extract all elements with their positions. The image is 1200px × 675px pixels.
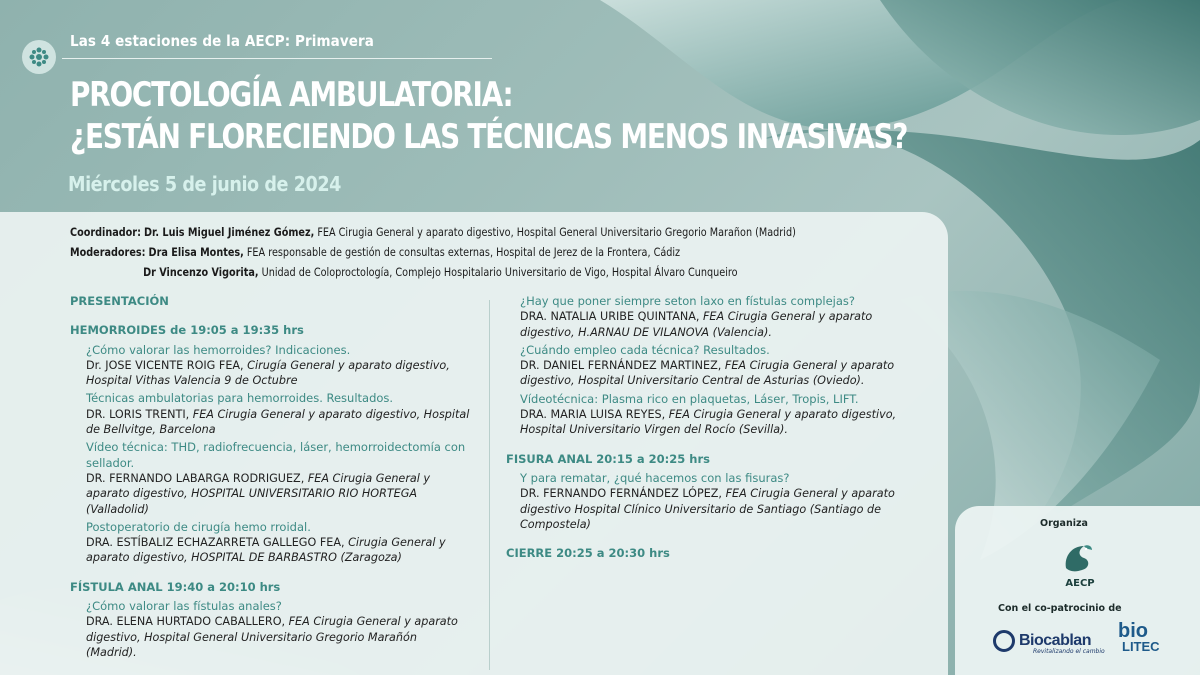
talk-speaker	[520, 309, 916, 340]
talk-speaker	[520, 407, 916, 438]
page-title	[70, 74, 907, 158]
speaker-name: DRA. ESTÍBALIZ ECHAZARRETA GALLEGO FEA,	[86, 536, 349, 550]
speaker-affiliation: FEA Cirugia General y aparato digestivo Hospital Clínico Universitario de Santiago (Santiago de Compostela)	[520, 487, 895, 531]
moderators-label: Moderadores:	[70, 245, 146, 259]
talk-speaker	[520, 358, 916, 389]
biocablan-ring-icon	[993, 630, 1015, 652]
talk-title: Postoperatorio de cirugía hemo rroidal.	[86, 519, 311, 534]
talk-title: ¿Cuándo empleo cada técnica? Resultados.	[520, 342, 770, 357]
speaker-name: DRA. MARIA LUISA REYES,	[520, 408, 669, 422]
coordinator-name: Dr. Luis Miguel Jiménez Gómez,	[143, 225, 315, 239]
speaker-affiliation: FEA Cirugia General y aparato digestivo, HOSPITAL UNIVERSITARIO RIO HORTEGA (Valladolid)	[86, 471, 431, 516]
section-fisura: FISURA ANAL 20:15 a 20:25 hrs	[506, 451, 710, 466]
moderator-line-2	[70, 262, 796, 282]
coordinator-line	[70, 222, 796, 242]
speaker-name: DR. FERNANDO LABARGA RODRIGUEZ,	[86, 471, 308, 485]
talk-item	[86, 343, 470, 389]
coordination-block	[70, 222, 796, 282]
talk-item	[520, 471, 916, 532]
speaker-name: DR. DANIEL FERNÁNDEZ MARTINEZ,	[520, 359, 725, 373]
talk-item	[86, 391, 470, 437]
speaker-affiliation: FEA Cirugia General y aparato digestivo, H.ARNAU DE VILANOVA (Valencia).	[520, 310, 873, 339]
speaker-affiliation: FEA Cirugia General y aparato digestivo, Hospital General Universitario Gregorio Marañón (Madrid).	[86, 615, 458, 659]
speaker-name: DR. FERNANDO FERNÁNDEZ LÓPEZ,	[520, 487, 726, 501]
header-divider	[62, 58, 492, 59]
aecp-logo-icon	[1058, 538, 1098, 578]
talk-item	[520, 343, 916, 389]
section-cierre: CIERRE 20:25 a 20:30 hrs	[506, 546, 670, 561]
biolitec-litec: LITEC	[1122, 639, 1160, 654]
speaker-name: DRA. NATALIA URIBE QUINTANA,	[520, 310, 703, 324]
speaker-affiliation: FEA Cirugia General y aparato digestivo, Hospital Universitario Virgen del Rocío (Sevilla).	[520, 408, 897, 437]
speaker-affiliation: Cirugia General y aparato digestivo, HOSPITAL DE BARBASTRO (Zaragoza)	[86, 536, 446, 565]
talk-title: Vídeotécnica: Plasma rico en plaquetas, Láser, Tropis, LIFT.	[520, 391, 859, 406]
talk-title: ¿Cómo valorar las hemorroides? Indicaciones.	[86, 342, 351, 357]
program-right-column	[506, 294, 916, 565]
talk-item	[520, 392, 916, 438]
flower-icon	[22, 40, 56, 74]
talk-item	[86, 520, 470, 566]
event-date: Miércoles 5 de junio de 2024	[68, 172, 341, 196]
section-presentacion: PRESENTACIÓN	[70, 294, 169, 308]
moderator-2-name: Dr Vincenzo Vigorita,	[143, 265, 259, 279]
talk-speaker	[86, 407, 470, 438]
program-left-column	[70, 294, 470, 663]
talk-title: ¿Hay que poner siempre seton laxo en fístulas complejas?	[520, 294, 855, 308]
biolitec-logo	[1118, 622, 1160, 653]
speaker-affiliation: Cirugía General y aparato digestivo, Hospital Vithas Valencia 9 de Octubre	[86, 358, 450, 388]
speaker-affiliation: FEA Cirugia General y aparato digestivo, Hospital de Bellvitge, Barcelona	[86, 407, 470, 437]
speaker-affiliation: FEA Cirugia General y aparato digestivo, Hospital Universitario Central de Asturias (Oviedo).	[520, 359, 895, 388]
biolitec-bio: bio	[1118, 620, 1148, 642]
moderator-2-desc: Unidad de Coloproctología, Complejo Hospitalario Universitario de Vigo, Hospital Álvaro Cunqueiro	[261, 265, 738, 279]
coordinator-desc: FEA Cirugia General y aparato digestivo, Hospital General Universitario Gregorio Marañon (Madrid)	[317, 225, 796, 239]
speaker-name: DR. LORIS TRENTI,	[86, 407, 193, 421]
speaker-name: Dr. JOSE VICENTE ROIG FEA,	[86, 358, 248, 372]
biocablan-name: Biocablan	[1019, 632, 1091, 649]
talk-title: Y para rematar, ¿qué hacemos con las fisuras?	[520, 470, 790, 485]
column-divider	[489, 300, 490, 670]
section-fistula: FÍSTULA ANAL 19:40 a 20:10 hrs	[70, 579, 281, 594]
talk-item	[86, 599, 470, 660]
series-title: Las 4 estaciones de la AECP: Primavera	[70, 32, 374, 50]
talk-item	[520, 294, 916, 340]
aecp-label: AECP	[1065, 578, 1095, 589]
organiza-label: Organiza	[1040, 518, 1088, 529]
moderator-1-desc: FEA responsable de gestión de consultas externas, Hospital de Jerez de la Frontera, Cádiz	[246, 245, 681, 259]
biocablan-logo	[993, 630, 1105, 655]
talk-title: Vídeo técnica: THD, radiofrecuencia, láser, hemorroidectomía con sellador.	[86, 440, 466, 470]
moderator-1-name: Dra Elisa Montes,	[148, 245, 244, 259]
talk-speaker	[86, 358, 470, 389]
talk-speaker	[86, 535, 470, 566]
speaker-name: DRA. ELENA HURTADO CABALLERO,	[86, 615, 289, 629]
talk-speaker	[520, 486, 916, 532]
title-line-1: PROCTOLOGÍA AMBULATORIA:	[70, 75, 513, 115]
coordinator-label: Coordinador:	[70, 225, 141, 239]
talk-title: ¿Cómo valorar las fístulas anales?	[86, 599, 282, 614]
talk-speaker	[86, 471, 470, 517]
biocablan-tagline: Revitalizando el cambio	[1033, 648, 1105, 655]
moderator-line-1	[70, 242, 796, 262]
talk-title: Técnicas ambulatorias para hemorroides. Resultados.	[86, 391, 394, 406]
talk-item	[86, 440, 470, 516]
copatrocinio-label: Con el co-patrocinio de	[998, 603, 1122, 614]
section-hemorroides: HEMORROIDES de 19:05 a 19:35 hrs	[70, 323, 304, 338]
title-line-2: ¿ESTÁN FLORECIENDO LAS TÉCNICAS MENOS INVASIVAS?	[70, 117, 908, 157]
talk-speaker	[86, 614, 470, 660]
